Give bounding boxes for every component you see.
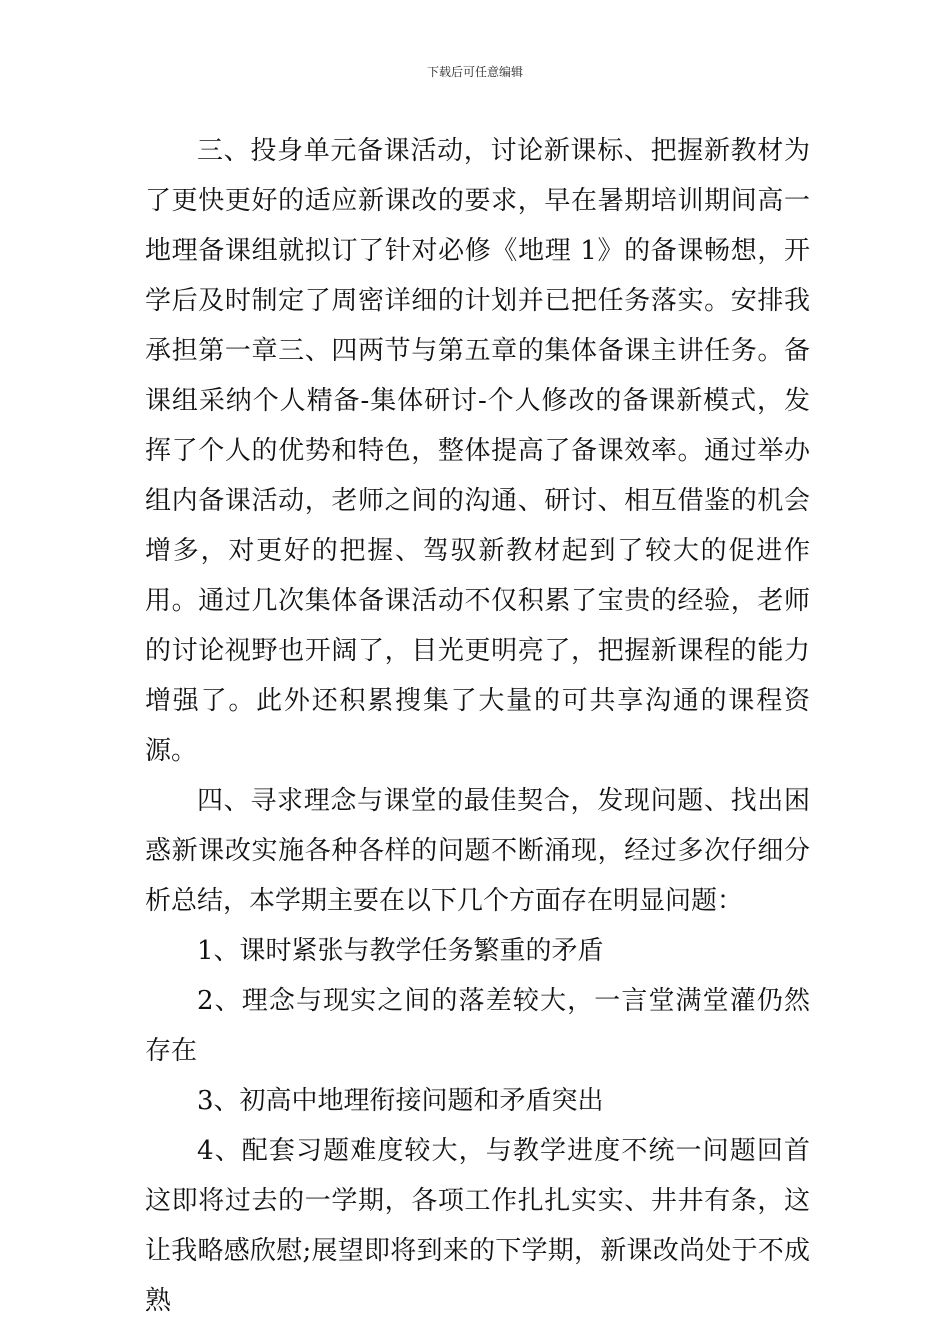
paragraph-section-four: 四、寻求理念与课堂的最佳契合，发现问题、找出困惑新课改实施各种各样的问题不断涌现，经过多次仔细分析总结，本学期主要在以下几个方面存在明显问题：	[145, 786, 810, 916]
page-header: 下载后可任意编辑	[426, 65, 523, 79]
list-item-1: 1、课时紧张与教学任务繁重的矛盾	[197, 936, 604, 966]
document-body	[145, 126, 810, 1326]
list-item-3: 3、初高中地理衔接问题和矛盾突出	[197, 1086, 604, 1116]
list-item-2: 2、理念与现实之间的落差较大，一言堂满堂灌仍然存在	[145, 986, 810, 1066]
list-item-4: 4、配套习题难度较大，与教学进度不统一问题回首这即将过去的一学期，各项工作扎扎实实、井井有条，这让我略感欣慰;展望即将到来的下学期，新课改尚处于不成熟	[145, 1136, 810, 1316]
paragraph-section-three: 三、投身单元备课活动，讨论新课标、把握新教材为了更快更好的适应新课改的要求，早在暑期培训期间高一地理备课组就拟订了针对必修《地理 1》的备课畅想，开学后及时制定了周密详细的计划并已把任务落实。安排我承担第一章三、四两节与第五章的集体备课主讲任务。备课组采纳个人精备-集体研讨-个人修改的备课新模式，发挥了个人的优势和特色，整体提高了备课效率。通过举办组内备课活动，老师之间的沟通、研讨、相互借鉴的机会增多，对更好的把握、驾驭新教材起到了较大的促进作用。通过几次集体备课活动不仅积累了宝贵的经验，老师的讨论视野也开阔了，目光更明亮了，把握新课程的能力增强了。此外还积累搜集了大量的可共享沟通的课程资源。	[145, 136, 810, 766]
